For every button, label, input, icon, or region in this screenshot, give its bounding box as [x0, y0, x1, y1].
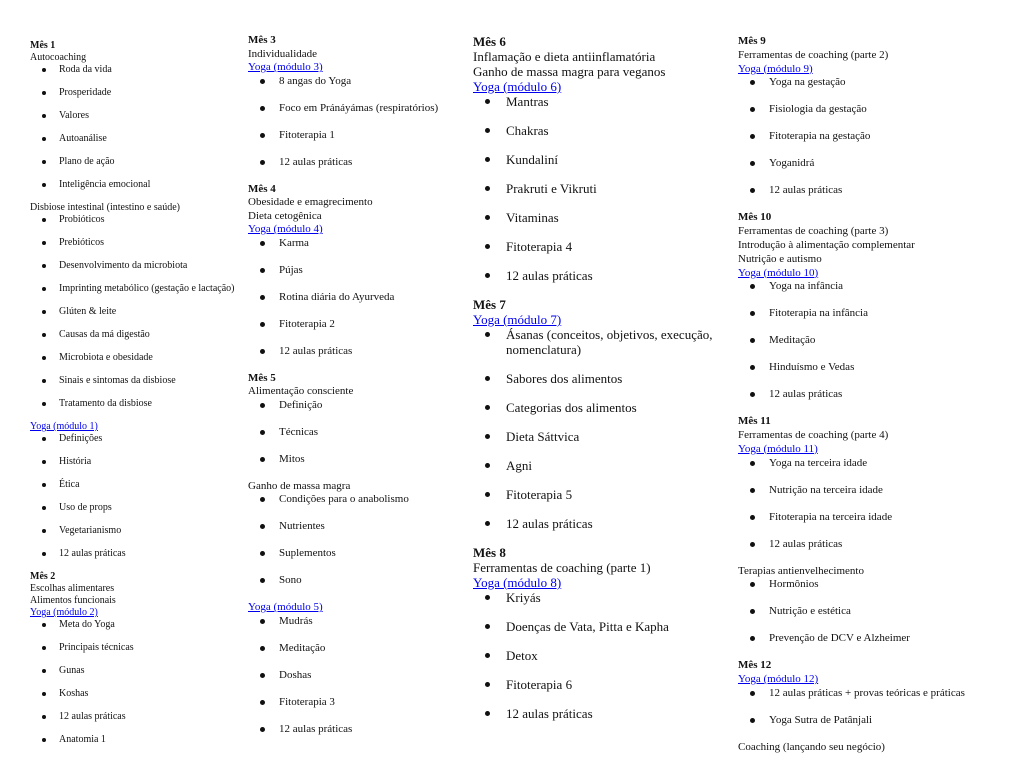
yoga-module-8-link[interactable]: Yoga (módulo 8): [473, 575, 562, 590]
month-6: [473, 34, 723, 283]
list-item: Vegetarianismo: [30, 525, 240, 537]
month-12: [738, 659, 988, 754]
topic-line: Nutrição e autismo: [738, 252, 822, 265]
yoga-module-10-link[interactable]: Yoga (módulo 10): [738, 266, 819, 279]
topic-list: [473, 94, 723, 283]
list-item: 12 aulas práticas + provas teóricas e práticas: [738, 687, 988, 701]
list-item: Doenças de Vata, Pitta e Kapha: [473, 619, 723, 634]
month-title: Mês 2: [30, 571, 56, 582]
topic-list: [738, 687, 988, 728]
topic-line: Alimentos funcionais: [30, 595, 116, 606]
topic-line: Autocoaching: [30, 52, 87, 63]
list-item: 12 aulas práticas: [248, 345, 468, 359]
list-item: Fitoterapia 1: [248, 129, 468, 143]
topic-line: Introdução à alimentação complementar: [738, 238, 915, 251]
list-item: Uso de props: [30, 502, 240, 514]
topic-line: Obesidade e emagrecimento: [248, 196, 373, 208]
month-title: Mês 5: [248, 371, 276, 384]
topic-list: [30, 619, 240, 746]
list-item: Koshas: [30, 688, 240, 700]
list-item: Tratamento da disbiose: [30, 398, 240, 410]
month-title: Mês 4: [248, 182, 276, 195]
list-item: 12 aulas práticas: [738, 388, 988, 402]
topic-list: [248, 237, 468, 359]
month-title: Mês 10: [738, 211, 772, 224]
topic-list: [248, 75, 468, 170]
list-item: Valores: [30, 110, 240, 122]
yoga-module-12-link[interactable]: Yoga (módulo 12): [738, 673, 819, 686]
list-item: Fitoterapia 2: [248, 318, 468, 332]
list-item: 12 aulas práticas: [30, 548, 240, 560]
list-item: Principais técnicas: [30, 642, 240, 654]
column-4: [738, 35, 988, 755]
list-item: Inteligência emocional: [30, 179, 240, 191]
topic-line: Ferramentas de coaching (parte 2): [738, 48, 889, 61]
topic-list: [30, 64, 240, 191]
topic-list: [248, 493, 468, 588]
yoga-module-11-link[interactable]: Yoga (módulo 11): [738, 442, 818, 455]
list-item: Nutrição e estética: [738, 605, 988, 619]
list-item: Fitoterapia 3: [248, 696, 468, 710]
list-item: 12 aulas práticas: [248, 723, 468, 737]
list-item: Vitaminas: [473, 210, 723, 225]
list-item: 12 aulas práticas: [30, 711, 240, 723]
list-item: Yoga na terceira idade: [738, 457, 988, 471]
list-item: Mitos: [248, 453, 468, 467]
list-item: Anatomia 1: [30, 734, 240, 746]
yoga-module-5-link[interactable]: Yoga (módulo 5): [248, 601, 323, 613]
list-item: Fitoterapia 4: [473, 239, 723, 254]
list-item: Causas da má digestão: [30, 329, 240, 341]
month-8: [473, 545, 723, 721]
list-item: Yoganidrá: [738, 157, 988, 171]
list-item: Pújas: [248, 264, 468, 278]
month-4: [248, 183, 468, 359]
list-item: 12 aulas práticas: [738, 184, 988, 198]
list-item: Técnicas: [248, 426, 468, 440]
list-item: Yoga na gestação: [738, 76, 988, 90]
month-10: [738, 211, 988, 402]
list-item: Plano de ação: [30, 156, 240, 168]
list-item: Nutrição na terceira idade: [738, 484, 988, 498]
list-item: Fitoterapia na gestação: [738, 130, 988, 144]
column-1: [30, 40, 240, 757]
month-title: Mês 6: [473, 34, 506, 49]
list-item: Fitoterapia 6: [473, 677, 723, 692]
list-item: Detox: [473, 648, 723, 663]
yoga-module-4-link[interactable]: Yoga (módulo 4): [248, 223, 323, 235]
month-9: [738, 35, 988, 198]
list-item: Fisiologia da gestação: [738, 103, 988, 117]
list-item: Sinais e sintomas da disbiose: [30, 375, 240, 387]
list-item: Ásanas (conceitos, objetivos, execução, nomenclatura): [473, 327, 723, 357]
topic-line: Alimentação consciente: [248, 385, 354, 397]
list-item: Meta do Yoga: [30, 619, 240, 631]
list-item: Meditação: [738, 334, 988, 348]
yoga-module-3-link[interactable]: Yoga (módulo 3): [248, 61, 323, 73]
month-11: [738, 415, 988, 646]
list-item: Sabores dos alimentos: [473, 371, 723, 386]
list-item: Glúten & leite: [30, 306, 240, 318]
month-title: Mês 8: [473, 545, 506, 560]
list-item: Probióticos: [30, 214, 240, 226]
list-item: 12 aulas práticas: [473, 706, 723, 721]
topic-list: [248, 399, 468, 467]
topic-line: Ferramentas de coaching (parte 1): [473, 560, 651, 575]
list-item: 12 aulas práticas: [738, 538, 988, 552]
list-item: 12 aulas práticas: [473, 516, 723, 531]
month-title: Mês 12: [738, 659, 772, 672]
list-item: 12 aulas práticas: [473, 268, 723, 283]
list-item: Condições para o anabolismo: [248, 493, 468, 507]
topic-line: Inflamação e dieta antiinflamatória: [473, 49, 656, 64]
list-item: Karma: [248, 237, 468, 251]
yoga-module-2-link[interactable]: Yoga (módulo 2): [30, 607, 98, 618]
list-item: Imprinting metabólico (gestação e lactação): [30, 283, 240, 295]
yoga-module-6-link[interactable]: Yoga (módulo 6): [473, 79, 562, 94]
column-3: [473, 34, 723, 735]
month-5: [248, 372, 468, 737]
list-item: Yoga na infância: [738, 280, 988, 294]
list-item: Yoga Sutra de Patânjali: [738, 714, 988, 728]
list-item: Autoanálise: [30, 133, 240, 145]
month-7: [473, 297, 723, 531]
month-title: Mês 9: [738, 35, 766, 47]
list-item: Roda da vida: [30, 64, 240, 76]
list-item: Microbiota e obesidade: [30, 352, 240, 364]
list-item: Prosperidade: [30, 87, 240, 99]
month-title: Mês 1: [30, 40, 56, 51]
yoga-module-9-link[interactable]: Yoga (módulo 9): [738, 62, 813, 75]
list-item: Chakras: [473, 123, 723, 138]
yoga-module-1-link[interactable]: Yoga (módulo 1): [30, 421, 98, 432]
list-item: Categorias dos alimentos: [473, 400, 723, 415]
topic-list: [248, 615, 468, 737]
list-item: 8 angas do Yoga: [248, 75, 468, 89]
month-2: [30, 571, 240, 746]
topic-list: [738, 578, 988, 646]
list-item: Dieta Sáttvica: [473, 429, 723, 444]
list-item: Definições: [30, 433, 240, 445]
list-item: Ética: [30, 479, 240, 491]
month-title: Mês 11: [738, 415, 771, 428]
month-title: Mês 3: [248, 34, 276, 46]
month-1: [30, 40, 240, 560]
list-item: Hormônios: [738, 578, 988, 592]
list-item: Suplementos: [248, 547, 468, 561]
list-item: Agni: [473, 458, 723, 473]
topic-list: [738, 280, 988, 402]
list-item: Doshas: [248, 669, 468, 683]
subtopic-heading: Terapias antienvelhecimento: [738, 564, 864, 577]
subtopic-heading: Disbiose intestinal (intestino e saúde): [30, 202, 180, 213]
list-item: Foco em Pránáyámas (respiratórios): [248, 102, 468, 116]
list-item: Prevenção de DCV e Alzheimer: [738, 632, 988, 646]
list-item: Prakruti e Vikruti: [473, 181, 723, 196]
list-item: Meditação: [248, 642, 468, 656]
month-title: Mês 7: [473, 297, 506, 312]
list-item: Kundaliní: [473, 152, 723, 167]
list-item: Hinduísmo e Vedas: [738, 361, 988, 375]
list-item: Definição: [248, 399, 468, 413]
list-item: Desenvolvimento da microbiota: [30, 260, 240, 272]
topic-line: Ferramentas de coaching (parte 4): [738, 429, 889, 442]
list-item: Nutrientes: [248, 520, 468, 534]
list-item: Gunas: [30, 665, 240, 677]
list-item: História: [30, 456, 240, 468]
list-item: Rotina diária do Ayurveda: [248, 291, 468, 305]
yoga-module-7-link[interactable]: Yoga (módulo 7): [473, 312, 562, 327]
subtopic-heading: Ganho de massa magra: [248, 479, 351, 492]
topic-line: Ferramentas de coaching (parte 3): [738, 225, 889, 238]
list-item: Sono: [248, 574, 468, 588]
list-item: Fitoterapia na terceira idade: [738, 511, 988, 525]
month-3: [248, 34, 468, 169]
footer-topic: Coaching (lançando seu negócio): [738, 740, 885, 753]
list-item: 12 aulas práticas: [248, 156, 468, 170]
topic-line: Ganho de massa magra para veganos: [473, 64, 666, 79]
list-item: Fitoterapia na infância: [738, 307, 988, 321]
topic-list: [473, 590, 723, 721]
topic-line: Dieta cetogênica: [248, 209, 322, 222]
topic-line: Escolhas alimentares: [30, 583, 115, 594]
topic-line: Individualidade: [248, 47, 318, 60]
topic-list: [738, 76, 988, 198]
list-item: Mantras: [473, 94, 723, 109]
topic-list: [30, 214, 240, 410]
column-2: [248, 34, 468, 750]
topic-list: [30, 433, 240, 560]
list-item: Fitoterapia 5: [473, 487, 723, 502]
list-item: Prebióticos: [30, 237, 240, 249]
list-item: Mudrás: [248, 615, 468, 629]
list-item: Kriyás: [473, 590, 723, 605]
topic-list: [738, 457, 988, 552]
topic-list: [473, 327, 723, 531]
